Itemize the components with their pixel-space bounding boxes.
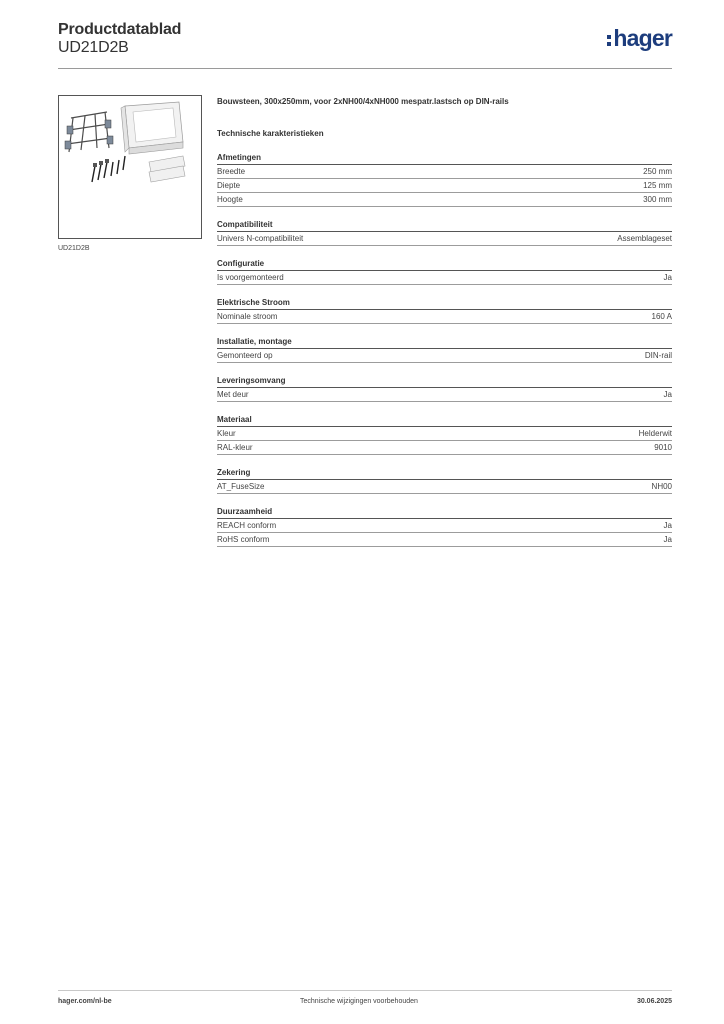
spec-value: 300 mm — [643, 195, 672, 204]
spec-value: 160 A — [651, 312, 672, 321]
spec-label: REACH conform — [217, 521, 277, 530]
logo-dots-icon — [607, 35, 611, 46]
hager-logo — [607, 27, 672, 50]
spec-row — [217, 232, 672, 246]
spec-value: Ja — [663, 521, 672, 530]
spec-section — [217, 152, 672, 207]
spec-section — [217, 414, 672, 455]
footer-date: 30.06.2025 — [636, 998, 672, 1005]
spec-label: Nominale stroom — [217, 312, 278, 321]
spec-row — [217, 441, 672, 455]
spec-row — [217, 349, 672, 363]
section-title: Materiaal — [217, 414, 672, 427]
spec-label: Is voorgemonteerd — [217, 273, 284, 282]
section-title: Duurzaamheid — [217, 506, 672, 519]
spec-label: Breedte — [217, 167, 246, 176]
section-title: Leveringsomvang — [217, 375, 672, 388]
spec-section — [217, 467, 672, 494]
spec-label: Diepte — [217, 181, 241, 190]
spec-row — [217, 165, 672, 179]
section-title: Configuratie — [217, 258, 672, 271]
footer-divider — [58, 990, 672, 991]
product-illustration-icon — [59, 96, 201, 238]
page-title: Productdatablad — [58, 21, 182, 38]
spec-label: Kleur — [217, 429, 236, 438]
header-divider — [58, 68, 672, 69]
image-caption: UD21D2B — [58, 245, 90, 252]
spec-row — [217, 193, 672, 207]
footer-notice: Technische wijzigingen voorbehouden — [300, 998, 418, 1005]
spec-label: Univers N-compatibiliteit — [217, 234, 304, 243]
spec-sections — [217, 152, 672, 547]
section-title: Zekering — [217, 467, 672, 480]
section-title: Elektrische Stroom — [217, 297, 672, 310]
spec-row — [217, 427, 672, 441]
spec-value: 250 mm — [643, 167, 672, 176]
spec-label: AT_FuseSize — [217, 482, 265, 491]
logo-wordmark: hager — [613, 25, 672, 51]
spec-row — [217, 271, 672, 285]
spec-value: 125 mm — [643, 181, 672, 190]
spec-value: DIN-rail — [644, 351, 672, 360]
spec-section — [217, 506, 672, 547]
section-title: Compatibiliteit — [217, 219, 672, 232]
spec-label: Hoogte — [217, 195, 243, 204]
product-code: UD21D2B — [58, 39, 129, 56]
spec-row — [217, 179, 672, 193]
spec-label: RAL-kleur — [217, 443, 253, 452]
footer-website: hager.com/nl-be — [58, 998, 112, 1005]
spec-label: Gemonteerd op — [217, 351, 273, 360]
spec-value: Assemblageset — [617, 234, 672, 243]
spec-row — [217, 388, 672, 402]
spec-value: Ja — [663, 273, 672, 282]
spec-value: 9010 — [654, 443, 672, 452]
product-description: Bouwsteen, 300x250mm, voor 2xNH00/4xNH000 mespatr.lastsch op DIN-rails — [217, 97, 509, 106]
spec-row — [217, 310, 672, 324]
spec-value: Ja — [663, 535, 672, 544]
spec-row — [217, 480, 672, 494]
section-title: Installatie, montage — [217, 336, 672, 349]
spec-section — [217, 219, 672, 246]
spec-content — [217, 96, 672, 547]
spec-section — [217, 375, 672, 402]
spec-section — [217, 297, 672, 324]
spec-value: Ja — [663, 390, 672, 399]
spec-label: Met deur — [217, 390, 249, 399]
spec-value: NH00 — [651, 482, 672, 491]
spec-row — [217, 533, 672, 547]
product-image — [58, 95, 202, 239]
spec-label: RoHS conform — [217, 535, 270, 544]
tech-heading: Technische karakteristieken — [217, 129, 324, 138]
spec-section — [217, 336, 672, 363]
spec-row — [217, 519, 672, 533]
section-title: Afmetingen — [217, 152, 672, 165]
spec-section — [217, 258, 672, 285]
spec-value: Helderwit — [638, 429, 672, 438]
